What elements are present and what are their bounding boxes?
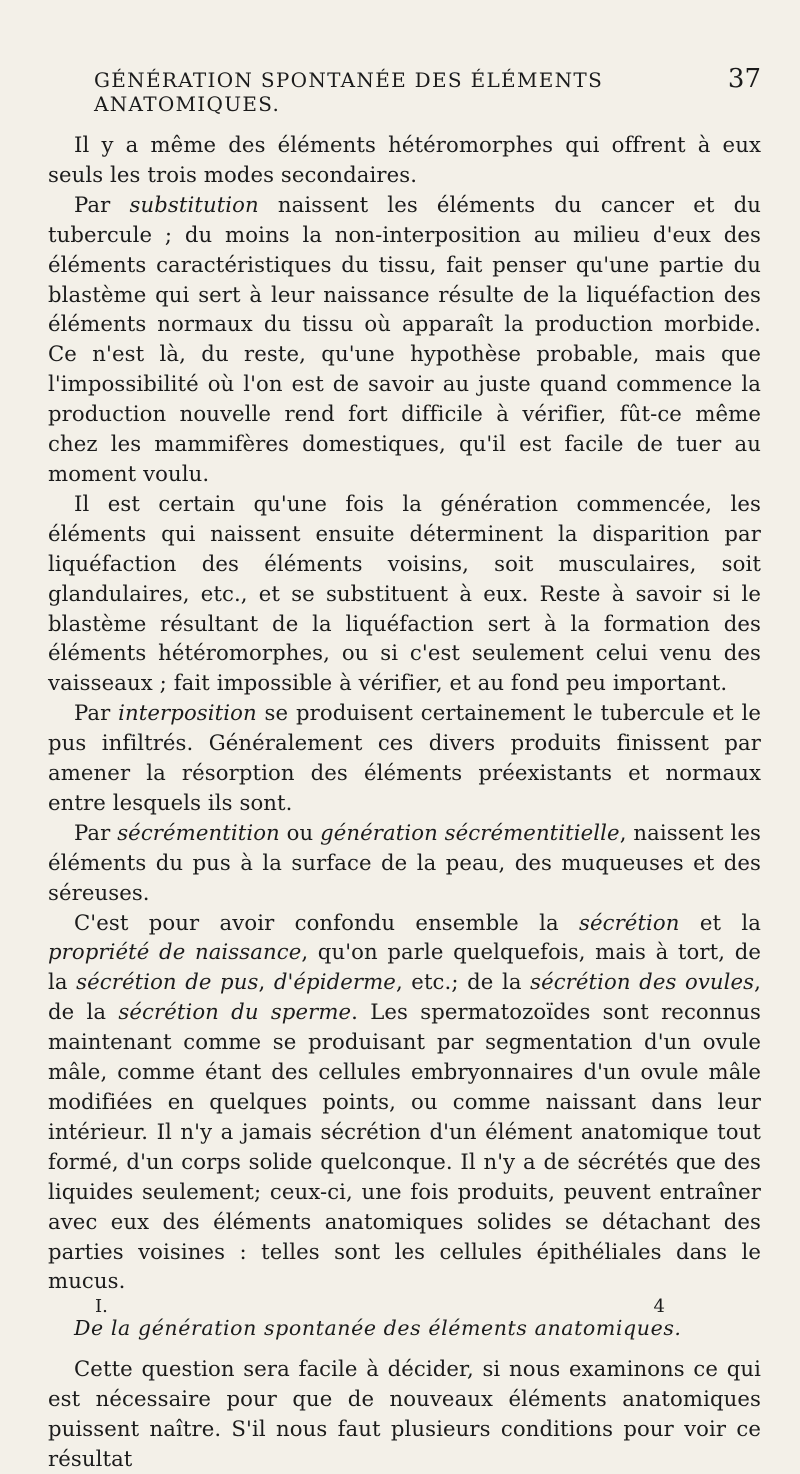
term-secretion-des-ovules: sécrétion des ovules xyxy=(530,969,755,995)
running-head-title: GÉNÉRATION SPONTANÉE DES ÉLÉMENTS ANATOMIQUES. xyxy=(94,68,604,116)
paragraph-5 xyxy=(48,818,761,908)
paragraph-4-rest: se produisent certainement le tubercule et le pus infiltrés. Généralement ces divers produits finissent par amener la résorption des éléments préexistants et normaux entre lesquels ils sont. xyxy=(48,700,761,815)
paragraph-6-g: . Les spermatozoïdes sont reconnus maintenant comme se produisant par segmentation d'un ovule mâle, comme étant des cellules embryonnaires d'un ovule mâle modifiées en quelques points, ou comme naissant dans leur intérieur. Il n'y a jamais sécrétion d'un élément anatomique tout formé, d'un corps solide quelconque. Il n'y a de sécrétés que des liquides seulement; ceux-ci, une fois produits, peuvent entraîner avec eux des éléments anatomiques solides se détachant des parties voisines : telles sont les cellules épithéliales dans le mucus. xyxy=(48,999,761,1294)
page-number: 37 xyxy=(727,64,761,94)
paragraph-6-c: , qu'on parle quelquefois, mais à tort, de la xyxy=(48,939,761,995)
paragraph-6 xyxy=(48,908,761,1297)
paragraph-5-mid: ou xyxy=(279,819,321,845)
paragraph-2 xyxy=(48,190,761,489)
paragraph-1: Il y a même des éléments hétéromorphes qui offrent à eux seuls les trois modes secondaires. xyxy=(48,132,761,187)
paragraph-2-lead: Par xyxy=(74,191,130,217)
paragraph-4 xyxy=(48,698,761,818)
term-interposition: interposition xyxy=(118,700,257,726)
term-epiderme: d'épiderme xyxy=(273,969,396,995)
page xyxy=(48,64,761,1474)
term-secrementition: sécrémentition xyxy=(117,819,280,845)
section-title: De la génération spontanée des éléments anatomiques. xyxy=(74,1316,682,1341)
term-generation-secrementitielle: génération sécrémentitielle xyxy=(320,819,620,845)
paragraph-7: Cette question sera facile à décider, si nous examinons ce qui est nécessaire pour que de nouveaux éléments anatomiques puissent naître. S'il nous faut plusieurs conditions pour voir ce résultat xyxy=(48,1356,761,1472)
term-secretion: sécrétion xyxy=(579,909,680,935)
paragraph-2-rest: naissent les éléments du cancer et du tubercule ; du moins la non-interposition au milieu d'eux des éléments caractéristiques du tissu, fait penser qu'une partie du blastème qui sert à leur naissance résulte de la liquéfaction des éléments normaux du tissu où apparaît la production morbide. Ce n'est là, du reste, qu'une hypothèse probable, mais que l'impossibilité où l'on est de savoir au juste quand commence la production nouvelle rend fort difficile à vérifier, fût-ce même chez les mammifères domestiques, qu'il est facile de tuer au moment voulu. xyxy=(48,191,762,486)
signature-mark-right: 4 xyxy=(653,1296,665,1317)
paragraph-6-e: , etc.; de la xyxy=(395,969,531,995)
paragraph-5-rest: , naissent les éléments du pus à la surface de la peau, des muqueuses et des séreuses. xyxy=(48,819,761,905)
paragraph-4-lead: Par xyxy=(74,700,119,726)
paragraph-6-a: C'est pour avoir confondu ensemble la xyxy=(74,909,579,935)
term-secretion-de-pus: sécrétion de pus xyxy=(76,969,259,995)
paragraph-5-lead: Par xyxy=(74,819,118,845)
signature-mark-left: I. xyxy=(95,1296,108,1317)
body-text xyxy=(48,130,761,1474)
paragraph-6-f: , de la xyxy=(48,969,761,1025)
running-head xyxy=(48,64,761,116)
paragraph-6-d: , xyxy=(258,969,274,995)
page-footer xyxy=(48,1296,761,1317)
term-secretion-du-sperme: sécrétion du sperme xyxy=(118,999,352,1025)
term-propriete-de-naissance: propriété de naissance xyxy=(48,939,302,965)
paragraph-3: Il est certain qu'une fois la génération commencée, les éléments qui naissent ensuite déterminent la disparition par liquéfaction des éléments voisins, soit musculaires, soit glandulaires, etc., et se substituent à eux. Reste à savoir si le blastème résultant de la liquéfaction sert à la formation des éléments hétéromorphes, ou si c'est seulement celui venu des vaisseaux ; fait impossible à vérifier, et au fond peu important. xyxy=(48,490,761,696)
paragraph-6-b: et la xyxy=(679,909,762,935)
term-substitution: substitution xyxy=(129,191,259,217)
